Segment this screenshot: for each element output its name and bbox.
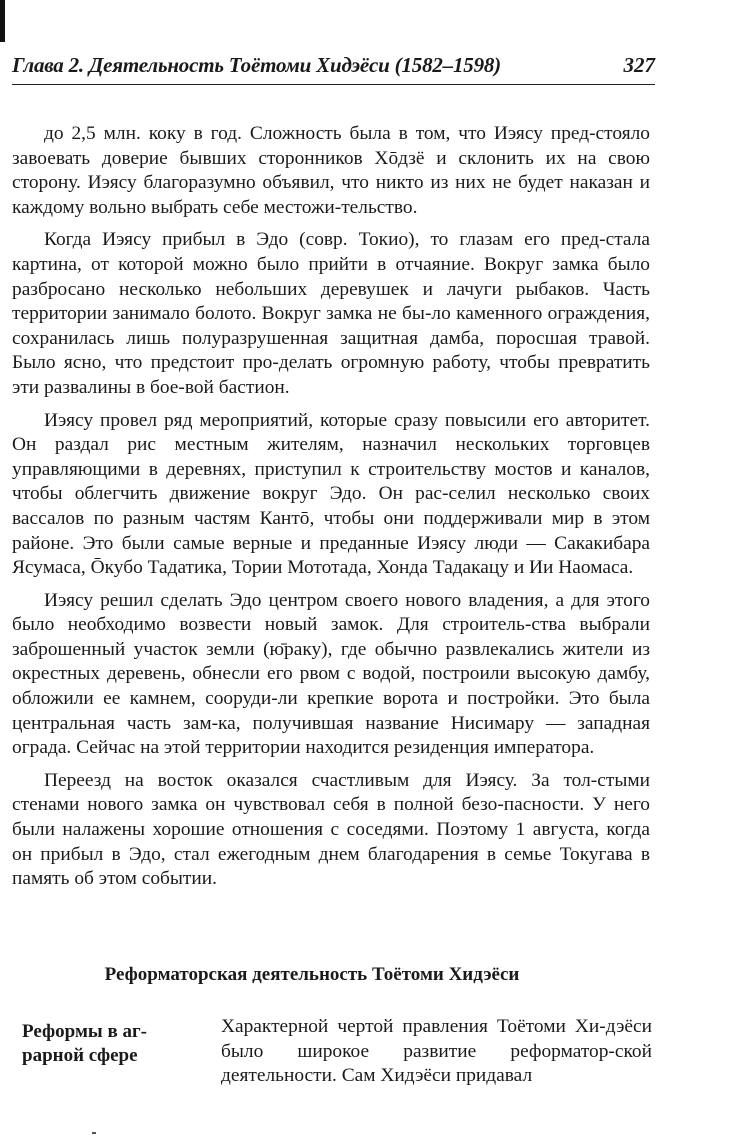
chapter-title: Глава 2. Деятельность Тоётоми Хидэёси (1582–1598)	[12, 53, 501, 77]
side-paragraph: Характерной чертой правления Тоётоми Хи-дэёси было широкое развитие реформатор-ской деятельности. Сам Хидэёси придавал	[221, 1016, 652, 1087]
running-head	[12, 50, 655, 85]
paragraph-3: Иэясу провел ряд мероприятий, которые сразу повысили его авторитет. Он раздал рис местным жителям, назначил нескольких торговцев управляющими в деревнях, приступил к строительству мостов и каналов, чтобы облегчить движение вокруг Эдо. Он рас-селил несколько своих вассалов по разным частям Кантō, чтобы они поддерживали мир в этом районе. Это были самые верные и преданные Иэясу люди — Сакакибара Ясумаса, Ōкубо Тадатика, Тории Мототада, Хонда Тадакацу и Ии Наомаса.	[12, 409, 650, 579]
paragraph-5: Переезд на восток оказался счастливым для Иэясу. За тол-стыми стенами нового замка он чувствовал себя в полной безо-пасности. У него были налажены хорошие отношения с соседями. Поэтому 1 августа, когда он прибыл в Эдо, стал ежегодным днем благодарения в семье Токугава в память об этом событии.	[12, 769, 650, 890]
page-number: 327	[623, 53, 655, 77]
scan-edge-mark	[0, 0, 5, 42]
section-heading: Реформаторская деятельность Тоётоми Хидэёси	[104, 964, 520, 985]
scan-speck	[92, 1132, 96, 1134]
paragraph-4: Иэясу решил сделать Эдо центром своего нового владения, а для этого было необходимо возвести новый замок. Для строитель-ства выбрали заброшенный участок земли (ю̄раку), где обычно развлекались жители из окрестных деревень, обнесли его рвом с водой, построили высокую дамбу, обложили ее камнем, сооруди-ли крепкие ворота и постройки. Это была центральная часть зам-ка, получившая название Нисимару — западная ограда. Сейчас на этой территории находится резиденция императора.	[12, 589, 650, 759]
side-heading: Реформы в аг-рарной сфере	[22, 1021, 147, 1066]
paragraph-1: до 2,5 млн. коку в год. Сложность была в том, что Иэясу пред-стояло завоевать доверие бывших сторонников Хōдзё и склонить их на свою сторону. Иэясу благоразумно объявил, что никто из них не будет наказан и каждому вольно выбрать себе местожи-тельство.	[12, 123, 650, 218]
body-text	[12, 122, 650, 892]
paragraph-2: Когда Иэясу прибыл в Эдо (совр. Токио), то глазам его пред-стала картина, от которой можно было прийти в отчаяние. Вокруг замка было разбросано несколько небольших деревушек и лачуги рыбаков. Часть территории занимало болото. Вокруг замка не бы-ло каменного ограждения, сохранилась лишь полуразрушенная защитная дамба, поросшая травой. Было ясно, что предстоит про-делать огромную работу, чтобы превратить эти развалины в бое-вой бастион.	[12, 229, 650, 398]
